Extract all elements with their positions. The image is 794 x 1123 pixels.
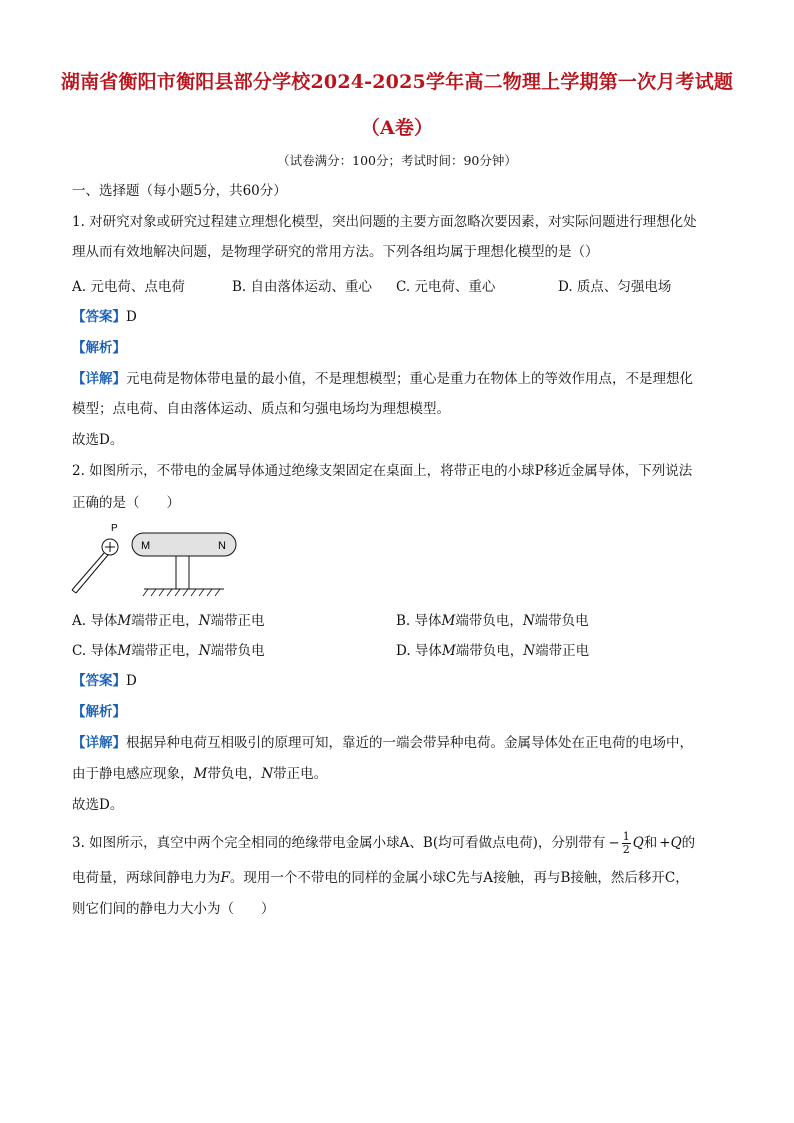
ball-label: P	[111, 523, 118, 534]
q1-stem-line1: 1. 对研究对象或研究过程建立理想化模型，突出问题的主要方面忽略次要因素，对实际问题进行理想化处	[72, 214, 697, 230]
fraction-one-half: $\frac{1}{2}$	[622, 830, 630, 856]
table-hatching	[143, 589, 220, 596]
q2-stem-line1: 2. 如图所示，不带电的金属导体通过绝缘支架固定在桌面上，将带正电的小球P移近金属导体，下列说法	[72, 463, 693, 479]
m-end-label: M	[141, 540, 151, 552]
q1-option-b: B. 自由落体运动、重心	[232, 279, 373, 295]
detail-tag: 【详解】	[72, 735, 126, 751]
answer-value: D	[126, 309, 137, 325]
q2-detail-line1	[72, 733, 693, 753]
q3-stem-line3: 则它们间的静电力大小为（ ）	[72, 901, 275, 917]
insulating-handle-end	[72, 590, 76, 593]
insulating-handle-a	[72, 553, 104, 590]
q3-stem-line2: 电荷量，两球间静电力为F。现用一个不带电的同样的金属小球C先与A接触，再与B接触，然后移开C，	[72, 870, 689, 886]
detail-text: 根据异种电荷互相吸引的原理可知，靠近的一端会带异种电荷。金属导体处在正电荷的电场中，	[126, 735, 693, 751]
analysis-tag: 【解析】	[72, 340, 126, 356]
answer-value: D	[126, 673, 137, 689]
q1-conclusion: 故选D。	[72, 432, 124, 448]
detail-tag: 【详解】	[72, 371, 126, 387]
q1-analysis	[72, 338, 126, 358]
q1-detail-line1	[72, 369, 693, 389]
q2-analysis	[72, 702, 126, 722]
q2-stem-line2: 正确的是（ ）	[72, 495, 180, 511]
q2-conclusion: 故选D。	[72, 797, 124, 813]
q1-option-d: D. 质点、匀强电场	[558, 279, 672, 295]
page-subtitle: （A卷）	[360, 117, 434, 139]
page-title: 湖南省衡阳市衡阳县部分学校2024-2025学年高二物理上学期第一次月考试题	[60, 71, 734, 93]
q1-detail-line2: 模型；点电荷、自由落体运动、质点和匀强电场均为理想模型。	[72, 401, 450, 417]
detail-text: 元电荷是物体带电量的最小值，不是理想模型；重心是重力在物体上的等效作用点，不是理想化	[126, 371, 693, 387]
analysis-tag: 【解析】	[72, 704, 126, 720]
q1-option-a: A. 元电荷、点电荷	[72, 279, 185, 295]
answer-tag: 【答案】	[72, 673, 126, 689]
q3-stem-line1: 3. 如图所示，真空中两个完全相同的绝缘带电金属小球A、B(均可看做点电荷)，分别带有 − $\frac{1}{2}$ Q和 +Q的	[72, 830, 696, 856]
q2-option-b: B. 导体M端带负电，N端带负电	[396, 613, 589, 629]
n-end-label: N	[218, 540, 226, 552]
conductor-figure	[68, 520, 238, 600]
q1-option-c: C. 元电荷、重心	[396, 279, 496, 295]
q1-answer	[72, 307, 137, 327]
q2-option-c: C. 导体M端带正电，N端带负电	[72, 643, 265, 659]
exam-info: （试卷满分：100分；考试时间：90分钟）	[277, 153, 517, 168]
section-heading: 一、选择题（每小题5分，共60分）	[72, 183, 287, 199]
answer-tag: 【答案】	[72, 309, 126, 325]
q2-option-a: A. 导体M端带正电，N端带正电	[72, 613, 265, 629]
insulating-handle-b	[76, 555, 108, 593]
q2-detail-line2: 由于静电感应现象，M带负电，N带正电。	[72, 766, 328, 782]
q2-option-d: D. 导体M端带负电，N端带正电	[396, 643, 590, 659]
q2-answer	[72, 671, 137, 691]
q1-stem-line2: 理从而有效地解决问题，是物理学研究的常用方法。下列各组均属于理想化模型的是（）	[72, 244, 599, 260]
